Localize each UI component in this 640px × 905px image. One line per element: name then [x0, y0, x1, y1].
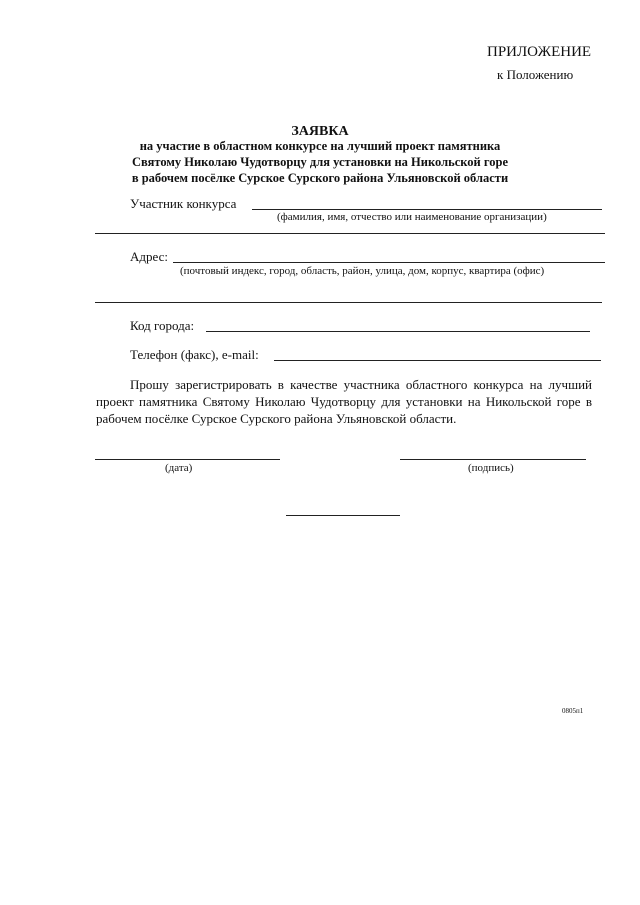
address-hint: (почтовый индекс, город, область, район, улица, дом, корпус, квартира (офис): [180, 265, 545, 277]
date-label: (дата): [165, 462, 193, 474]
city-code-field-line[interactable]: [206, 331, 590, 332]
city-code-label: Код города:: [130, 318, 195, 333]
appendix-title: ПРИЛОЖЕНИЕ: [487, 44, 592, 60]
closing-divider: [286, 515, 400, 516]
address-field-line-2[interactable]: [95, 302, 602, 303]
participant-field-line[interactable]: [252, 209, 602, 210]
request-paragraph: Прошу зарегистрировать в качестве участника областного конкурса на лучший проект памятника Святому Николаю Чудотворцу для установки на Никольской горе в рабочем посёлке Сурское Сурского района Ульяновской области.: [96, 377, 592, 426]
participant-field-line-2[interactable]: [95, 233, 605, 234]
appendix-subtitle: к Положению: [497, 67, 574, 82]
document-subtitle-line-2: Святому Николаю Чудотворцу для установки на Никольской горе: [132, 155, 508, 169]
document-subtitle-line-3: в рабочем посёлке Сурское Сурского района Ульяновской области: [131, 171, 509, 185]
participant-hint: (фамилия, имя, отчество или наименование организации): [277, 211, 547, 223]
phone-field-line[interactable]: [274, 360, 601, 361]
date-field-line[interactable]: [95, 459, 280, 460]
phone-label: Телефон (факс), e-mail:: [130, 347, 259, 362]
document-code: 0805п1: [562, 707, 584, 715]
signature-field-line[interactable]: [400, 459, 586, 460]
participant-label: Участник конкурса: [130, 196, 237, 211]
signature-label: (подпись): [468, 462, 514, 474]
document-subtitle-line-1: на участие в областном конкурсе на лучший проект памятника: [139, 139, 501, 153]
address-field-line[interactable]: [173, 262, 605, 263]
address-label: Адрес:: [130, 249, 168, 264]
document-title: ЗАЯВКА: [291, 124, 349, 139]
